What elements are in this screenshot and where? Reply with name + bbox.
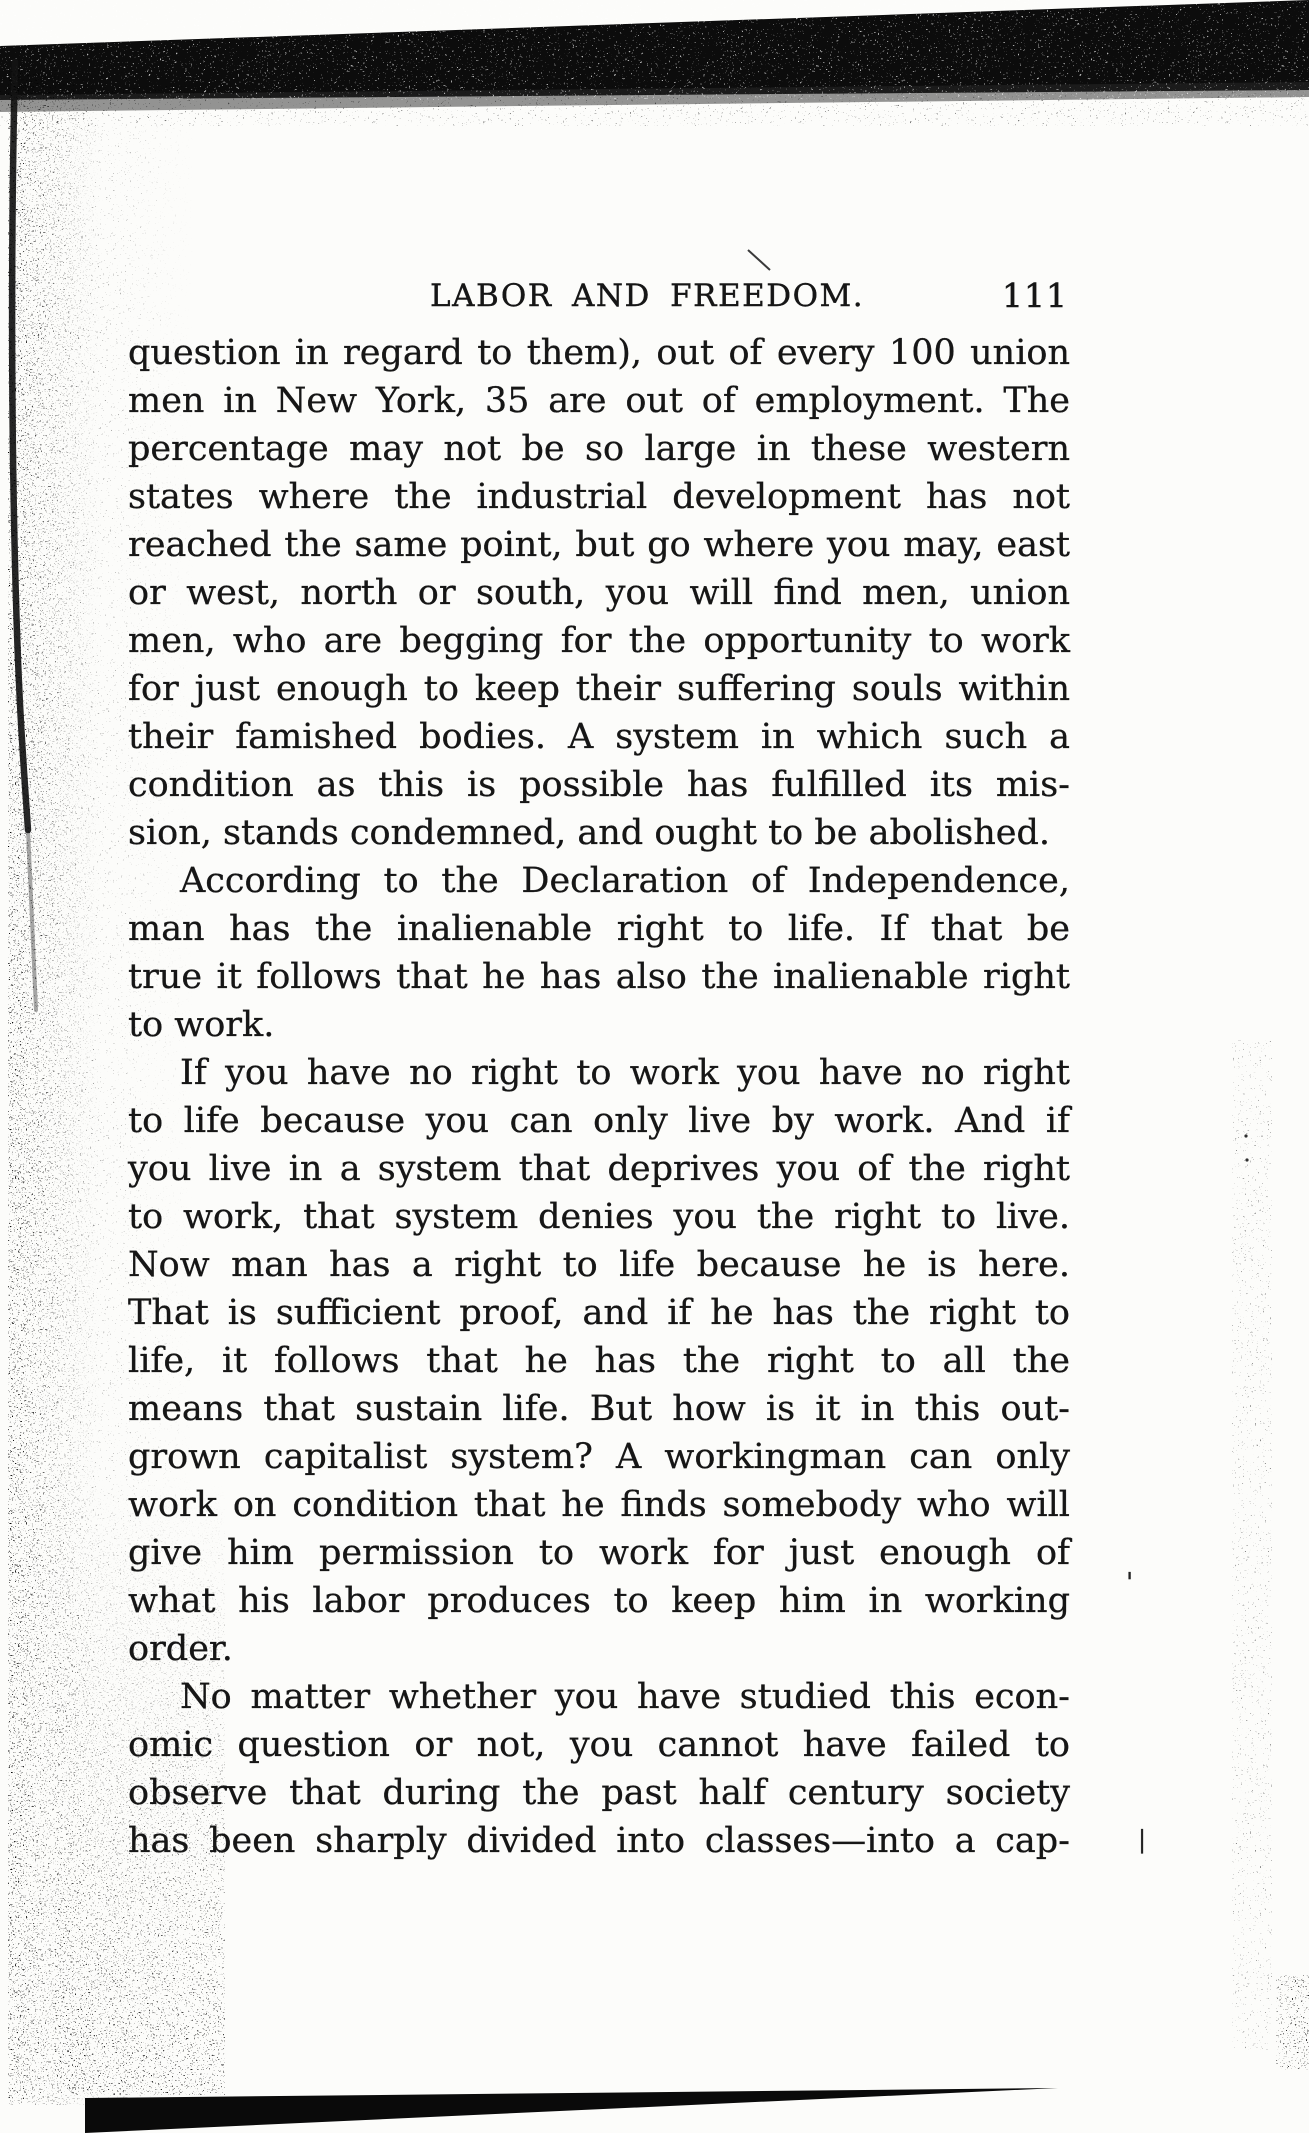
right-stipple-strip bbox=[1232, 1040, 1272, 2050]
text-line: what his labor produces to keep him in working bbox=[128, 1581, 1070, 1621]
running-title: LABOR AND FREEDOM. bbox=[430, 278, 865, 314]
text-line: or west, north or south, you will find men, union bbox=[128, 573, 1070, 613]
text-line: men, who are begging for the opportunity to work bbox=[128, 621, 1070, 661]
text-line: to work. bbox=[128, 1005, 275, 1045]
text-line: life, it follows that he has the right to all the bbox=[128, 1341, 1070, 1381]
text-line: omic question or not, you cannot have failed to bbox=[128, 1725, 1070, 1765]
text-line: sion, stands condemned, and ought to be abolished. bbox=[128, 813, 1051, 853]
top-band-ragged-bottom bbox=[0, 86, 1309, 126]
text-line: to work, that system denies you the right to live. bbox=[128, 1197, 1070, 1237]
text-line: you live in a system that deprives you of the right bbox=[128, 1149, 1070, 1189]
text-line: Now man has a right to life because he is here. bbox=[128, 1245, 1070, 1285]
margin-apostrophe-mark: ' bbox=[1126, 1568, 1134, 1598]
text-line: men in New York, 35 are out of employment. The bbox=[128, 381, 1070, 421]
text-line: That is sufficient proof, and if he has the right to bbox=[128, 1293, 1070, 1333]
margin-speck bbox=[1245, 1158, 1248, 1161]
margin-bar-mark: | bbox=[1138, 1826, 1147, 1854]
text-line: condition as this is possible has fulfilled its mis- bbox=[128, 765, 1070, 805]
text-line: for just enough to keep their suffering souls within bbox=[128, 669, 1070, 709]
text-line: give him permission to work for just enough of bbox=[128, 1533, 1070, 1573]
header-scratch-mark bbox=[748, 250, 770, 270]
text-line: observe that during the past half century society bbox=[128, 1773, 1070, 1813]
top-band-white-specks bbox=[0, 0, 1309, 100]
page-number: 111 bbox=[1002, 276, 1068, 315]
bottom-scan-edge-wedge bbox=[85, 2088, 1058, 2133]
text-line: If you have no right to work you have no right bbox=[180, 1053, 1070, 1093]
text-line: to life because you can only live by work. And if bbox=[128, 1101, 1070, 1141]
text-line: man has the inalienable right to life. If that be bbox=[128, 909, 1070, 949]
text-line: question in regard to them), out of every 100 union bbox=[128, 333, 1070, 373]
page-text bbox=[128, 329, 1070, 1865]
text-line: their famished bodies. A system in which such a bbox=[128, 717, 1070, 757]
text-line: No matter whether you have studied this econ- bbox=[180, 1677, 1070, 1717]
text-line: grown capitalist system? A workingman can only bbox=[128, 1437, 1070, 1477]
text-line: According to the Declaration of Independence, bbox=[180, 861, 1070, 901]
text-line: order. bbox=[128, 1629, 233, 1669]
right-bottom-stipple bbox=[1276, 1975, 1309, 2070]
text-line: states where the industrial development has not bbox=[128, 477, 1070, 517]
text-line: true it follows that he has also the inalienable right bbox=[128, 957, 1070, 997]
running-head bbox=[0, 276, 1309, 316]
text-line: work on condition that he finds somebody who will bbox=[128, 1485, 1070, 1525]
text-line: reached the same point, but go where you may, east bbox=[128, 525, 1070, 565]
margin-speck bbox=[1244, 1134, 1247, 1137]
text-line: percentage may not be so large in these western bbox=[128, 429, 1070, 469]
text-line: means that sustain life. But how is it in this out- bbox=[128, 1389, 1070, 1429]
text-line: has been sharply divided into classes—into a cap- bbox=[128, 1821, 1070, 1861]
